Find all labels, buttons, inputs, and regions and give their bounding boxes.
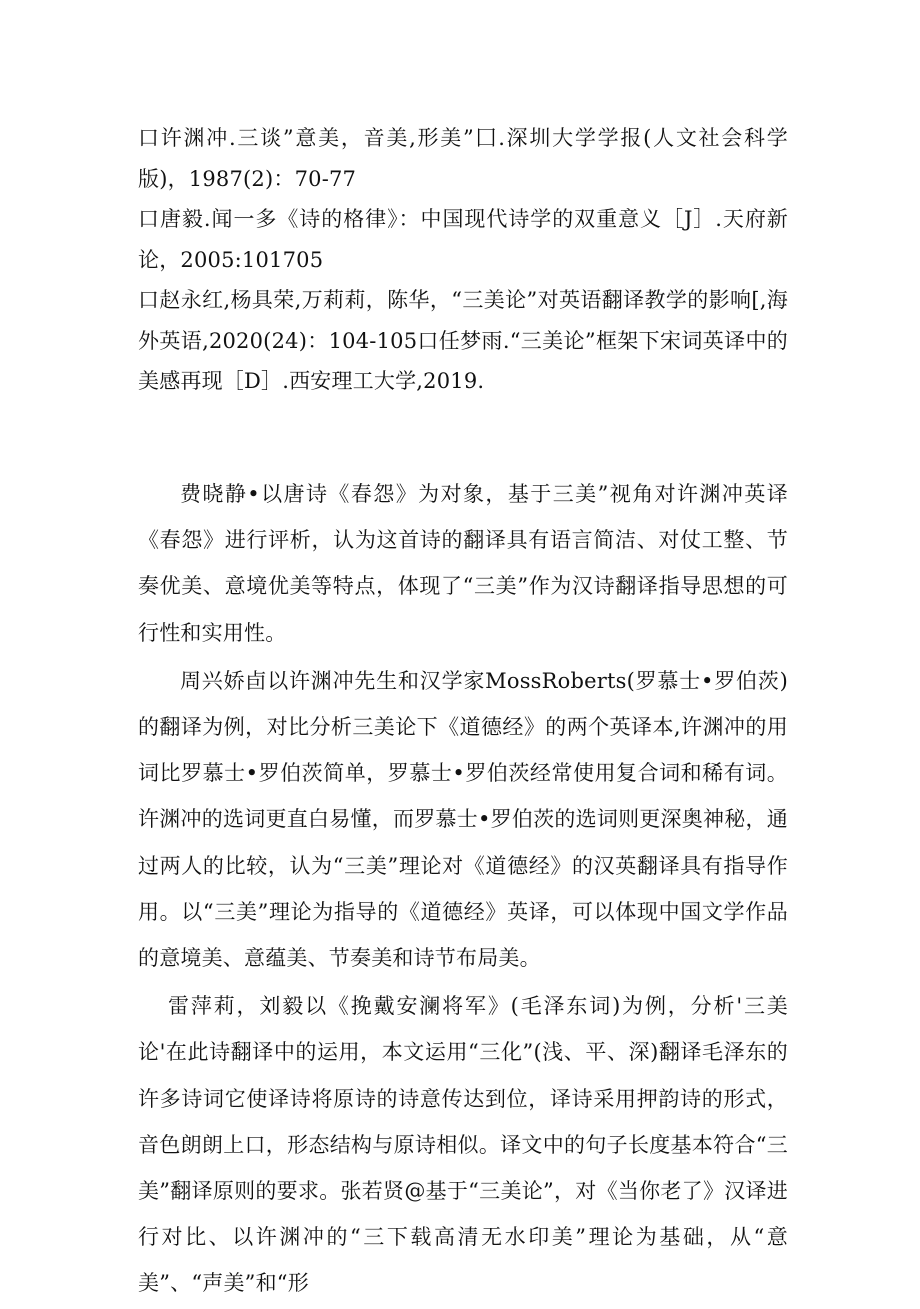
reference-item-1: 口许渊冲.三谈”意美，音美,形美”囗.深圳大学学报(人文社会科学版)，1987(2)：70-77 bbox=[138, 126, 788, 191]
paragraph-1: 费晓静•以唐诗《春怨》为对象，基于三美”视角对许渊冲英译《春怨》进行评析，认为这首诗的翻译具有语言简洁、对仗工整、节奏优美、意境优美等特点，体现了“三美”作为汉诗翻译指导思想的可行性和实用性。 bbox=[138, 482, 788, 645]
reference-list bbox=[138, 118, 788, 402]
body-text bbox=[138, 471, 788, 1309]
paragraph-2: 周兴娇卣以许渊冲先生和汉学家MossRoberts(罗慕士•罗伯茨)的翻译为例，对比分析三美论下《道德经》的两个英译本,许渊冲的用词比罗慕士•罗伯茨简单，罗慕士•罗伯茨经常使用复合词和稀有词。许渊冲的选词更直白易懂，而罗慕士•罗伯茨的选词则更深奥神秘，通过两人的比较，认为“三美”理论对《道德经》的汉英翻译具有指导作用。以“三美”理论为指导的《道德经》英译，可以体现中国文学作品的意境美、意蕴美、节奏美和诗节布局美。 bbox=[138, 668, 788, 971]
reference-item-3: 口赵永红,杨具荣,万莉莉，陈华，“三美论”对英语翻译教学的影响[,海外英语,2020(24)：104-105口任梦雨.“三美论”框架下宋词英译中的美感再现［D］.西安理工大学,2019. bbox=[138, 288, 788, 393]
paragraph-3: 雷萍莉，刘毅以《挽戴安澜将军》(毛泽东词)为例，分析'三美论'在此诗翻译中的运用，本文运用“三化”(浅、平、深)翻译毛泽东的许多诗词它使译诗将原诗的诗意传达到位，译诗采用押韵诗的形式，音色朗朗上口，形态结构与原诗相似。译文中的句子长度基本符合“三美”翻译原则的要求。张若贤@基于“三美论”，对《当你老了》汉译进行对比、以许渊冲的“三下载高清无水印美”理论为基础，从“意美”、“声美”和“形 bbox=[138, 994, 788, 1296]
reference-item-2: 口唐毅.闻一多《诗的格律》：中国现代诗学的双重意义［J］.天府新论，2005:101705 bbox=[138, 207, 788, 272]
